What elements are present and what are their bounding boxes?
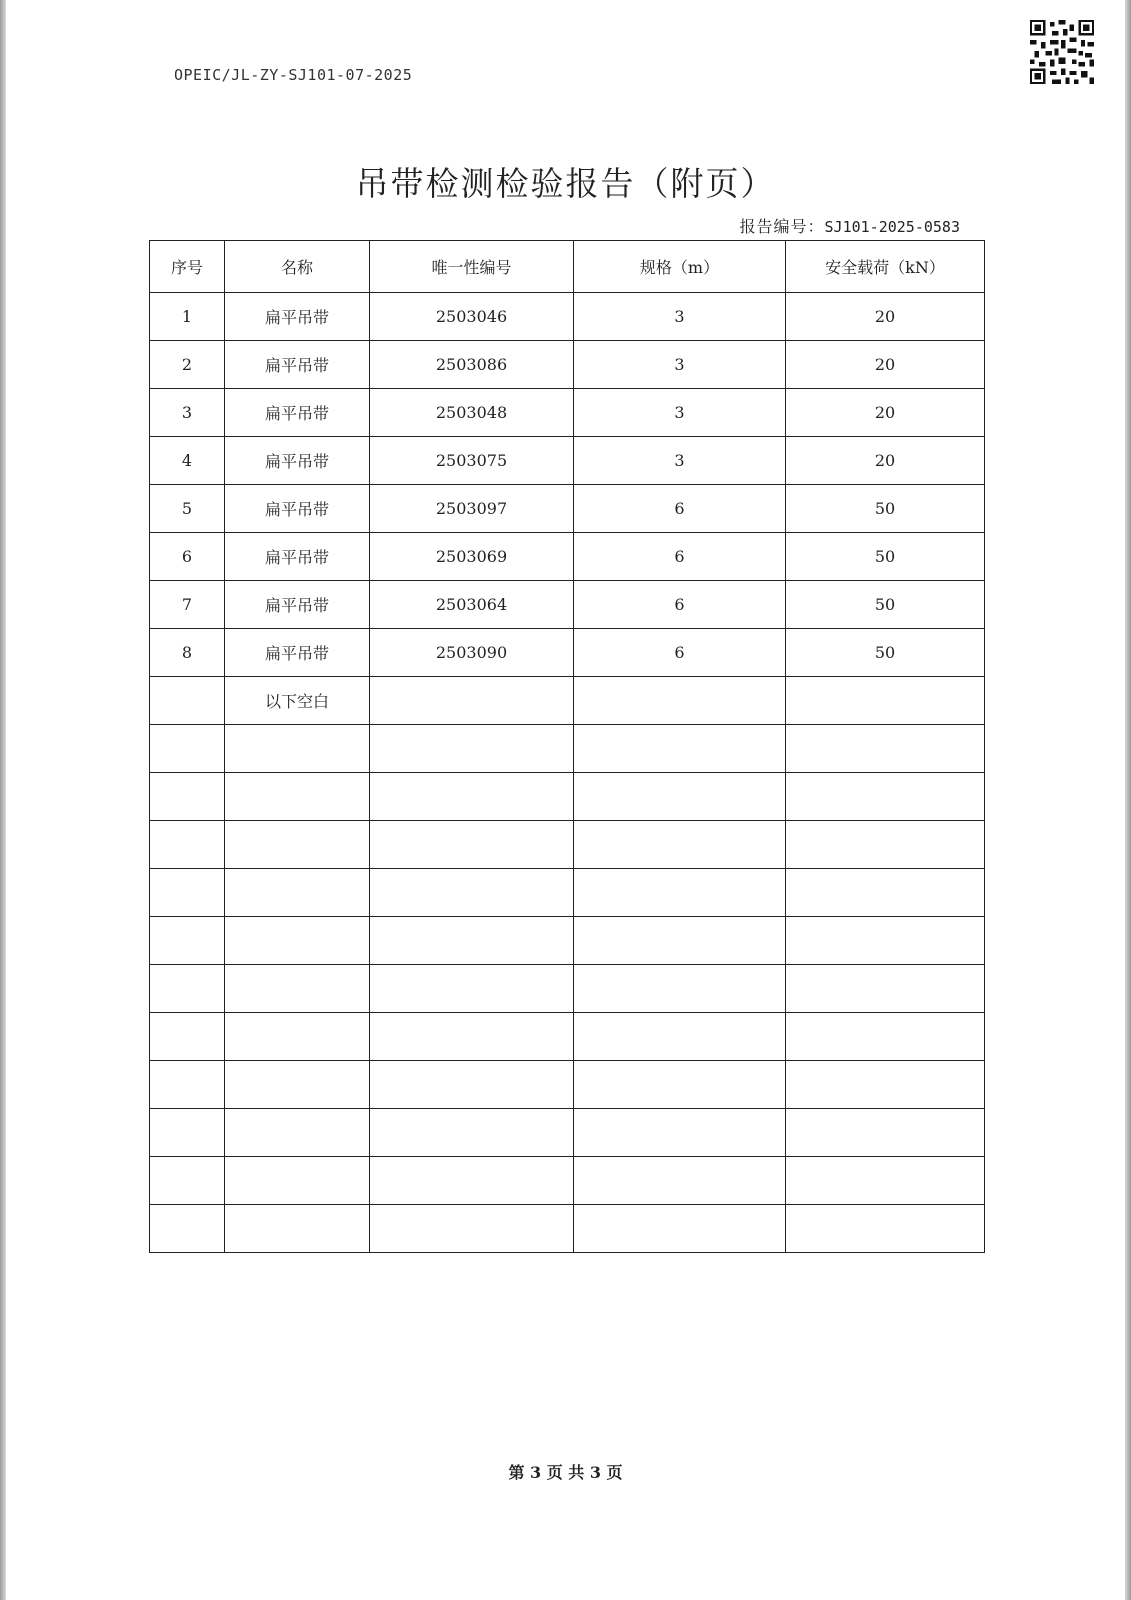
table-row xyxy=(150,341,985,389)
table-cell: 3 xyxy=(574,293,786,341)
table-cell: 扁平吊带 xyxy=(225,341,370,389)
table-row xyxy=(150,293,985,341)
table-cell xyxy=(574,1205,786,1253)
table-cell: 1 xyxy=(150,293,225,341)
table-cell xyxy=(786,1205,985,1253)
table-cell xyxy=(225,965,370,1013)
table-cell xyxy=(786,1013,985,1061)
page-number: 第 3 页 共 3 页 xyxy=(508,1463,623,1482)
table-cell xyxy=(150,725,225,773)
table-cell xyxy=(225,917,370,965)
table-cell xyxy=(370,1205,574,1253)
table-cell xyxy=(574,725,786,773)
table-cell: 以下空白 xyxy=(225,677,370,725)
sling-inspection-table xyxy=(149,240,985,1253)
table-cell xyxy=(150,1109,225,1157)
table-row xyxy=(150,1109,985,1157)
table-cell xyxy=(574,917,786,965)
column-header: 规格（m） xyxy=(574,241,786,293)
table-row xyxy=(150,917,985,965)
table-cell xyxy=(150,1061,225,1109)
table-cell: 扁平吊带 xyxy=(225,389,370,437)
table-cell: 20 xyxy=(786,389,985,437)
table-cell xyxy=(574,1061,786,1109)
table-cell: 6 xyxy=(574,581,786,629)
table-cell xyxy=(225,1109,370,1157)
table-cell: 8 xyxy=(150,629,225,677)
table-cell xyxy=(574,821,786,869)
table-cell xyxy=(786,965,985,1013)
table-cell xyxy=(370,821,574,869)
table-row xyxy=(150,677,985,725)
table-cell xyxy=(225,821,370,869)
table-cell: 6 xyxy=(574,485,786,533)
scan-edge-right xyxy=(1125,0,1131,1600)
table-cell: 2503064 xyxy=(370,581,574,629)
document-code: OPEIC/JL-ZY-SJ101-07-2025 xyxy=(174,66,413,84)
table-cell: 3 xyxy=(574,389,786,437)
table-cell xyxy=(225,1061,370,1109)
table-cell xyxy=(574,1013,786,1061)
table-cell: 2503048 xyxy=(370,389,574,437)
table-cell xyxy=(150,1013,225,1061)
table-cell: 6 xyxy=(574,533,786,581)
table-cell xyxy=(370,1157,574,1205)
table-cell: 扁平吊带 xyxy=(225,485,370,533)
table-cell: 20 xyxy=(786,341,985,389)
table-row xyxy=(150,965,985,1013)
table-cell: 扁平吊带 xyxy=(225,533,370,581)
report-number xyxy=(740,214,960,237)
report-number-label: 报告编号： xyxy=(739,217,825,236)
table-cell xyxy=(370,773,574,821)
table-cell xyxy=(574,1109,786,1157)
table-cell xyxy=(786,773,985,821)
table-cell: 50 xyxy=(786,485,985,533)
table-cell xyxy=(225,725,370,773)
table-cell xyxy=(150,773,225,821)
table-cell: 扁平吊带 xyxy=(225,629,370,677)
column-header: 名称 xyxy=(225,241,370,293)
table-cell: 4 xyxy=(150,437,225,485)
table-cell: 2503086 xyxy=(370,341,574,389)
table-cell: 50 xyxy=(786,533,985,581)
table-cell: 扁平吊带 xyxy=(225,293,370,341)
table-row xyxy=(150,629,985,677)
table-row xyxy=(150,1205,985,1253)
table-cell xyxy=(225,1013,370,1061)
table-cell: 2 xyxy=(150,341,225,389)
report-number-value: SJ101-2025-0583 xyxy=(824,218,960,236)
table-cell xyxy=(370,869,574,917)
table-row xyxy=(150,821,985,869)
table-cell: 6 xyxy=(574,629,786,677)
table-cell: 2503097 xyxy=(370,485,574,533)
table-cell xyxy=(225,773,370,821)
table-cell xyxy=(225,1157,370,1205)
table-cell xyxy=(150,1157,225,1205)
table-cell: 20 xyxy=(786,437,985,485)
table-cell xyxy=(150,1205,225,1253)
table-row xyxy=(150,437,985,485)
table-cell xyxy=(574,965,786,1013)
table-cell xyxy=(786,725,985,773)
table-cell xyxy=(786,677,985,725)
table-cell xyxy=(370,725,574,773)
table-cell xyxy=(370,1013,574,1061)
table-cell xyxy=(786,1157,985,1205)
table-cell: 2503069 xyxy=(370,533,574,581)
table-row xyxy=(150,1061,985,1109)
table-cell xyxy=(150,821,225,869)
table-cell: 2503090 xyxy=(370,629,574,677)
scan-edge-left xyxy=(0,0,6,1600)
table-cell xyxy=(225,869,370,917)
table-cell xyxy=(786,821,985,869)
table-cell xyxy=(574,773,786,821)
table-cell xyxy=(150,677,225,725)
table-row xyxy=(150,869,985,917)
table-cell: 2503046 xyxy=(370,293,574,341)
table-row xyxy=(150,533,985,581)
table-cell xyxy=(150,917,225,965)
table-cell: 扁平吊带 xyxy=(225,581,370,629)
table-row xyxy=(150,725,985,773)
table-cell: 2503075 xyxy=(370,437,574,485)
table-cell xyxy=(786,917,985,965)
table-cell: 50 xyxy=(786,581,985,629)
table-cell xyxy=(370,965,574,1013)
table-cell: 20 xyxy=(786,293,985,341)
table-body xyxy=(150,293,985,1253)
table-header-row xyxy=(150,241,985,293)
table-cell xyxy=(786,1109,985,1157)
table-cell xyxy=(150,965,225,1013)
table-row xyxy=(150,485,985,533)
qr-code-icon xyxy=(1030,20,1094,84)
table-cell xyxy=(574,1157,786,1205)
table-cell: 3 xyxy=(574,341,786,389)
table-cell: 5 xyxy=(150,485,225,533)
table-cell xyxy=(574,869,786,917)
table-row xyxy=(150,1157,985,1205)
table-cell: 扁平吊带 xyxy=(225,437,370,485)
table-cell: 50 xyxy=(786,629,985,677)
table-cell xyxy=(786,1061,985,1109)
column-header: 唯一性编号 xyxy=(370,241,574,293)
table-cell xyxy=(370,917,574,965)
table-cell: 6 xyxy=(150,533,225,581)
table-cell xyxy=(370,1109,574,1157)
table-cell xyxy=(225,1205,370,1253)
table-cell xyxy=(150,869,225,917)
column-header: 安全载荷（kN） xyxy=(786,241,985,293)
report-title: 吊带检测检验报告（附页） xyxy=(355,164,776,203)
table-cell xyxy=(786,869,985,917)
column-header: 序号 xyxy=(150,241,225,293)
table-cell xyxy=(370,1061,574,1109)
table-row xyxy=(150,389,985,437)
table-row xyxy=(150,1013,985,1061)
table-cell: 3 xyxy=(150,389,225,437)
table-cell: 3 xyxy=(574,437,786,485)
table-cell: 7 xyxy=(150,581,225,629)
table-cell xyxy=(370,677,574,725)
table-row xyxy=(150,773,985,821)
table-cell xyxy=(574,677,786,725)
table-row xyxy=(150,581,985,629)
